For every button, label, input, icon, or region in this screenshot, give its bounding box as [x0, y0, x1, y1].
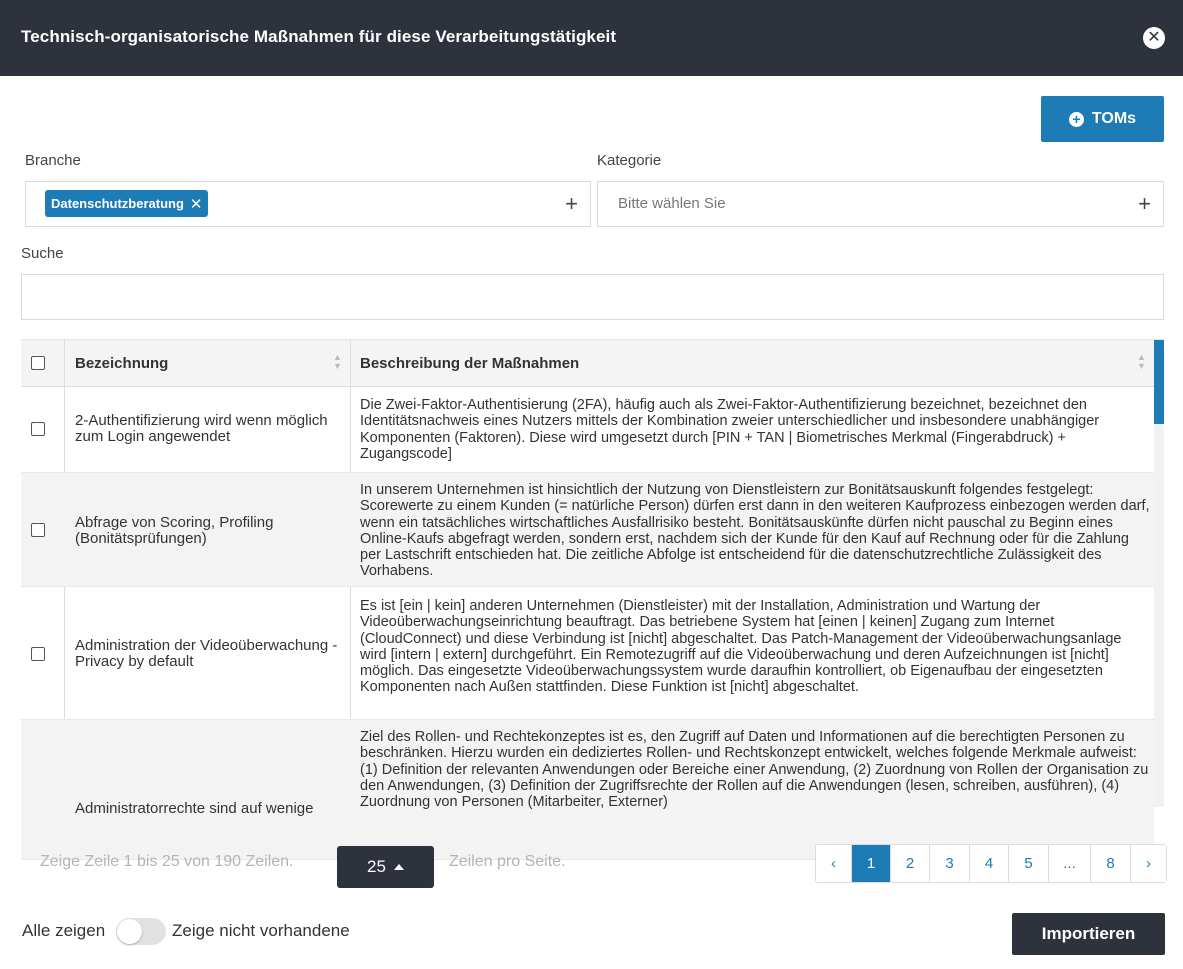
- pagination-info: Zeige Zeile 1 bis 25 von 190 Zeilen.: [40, 853, 294, 870]
- search-label: Suche: [21, 245, 64, 262]
- page-prev-button[interactable]: ‹: [816, 845, 852, 882]
- page-button-3[interactable]: 3: [930, 845, 970, 882]
- per-page-value: 25: [367, 857, 386, 876]
- sort-icon[interactable]: ▲ ▼: [1137, 352, 1146, 371]
- close-icon[interactable]: ✕: [1143, 27, 1165, 49]
- branche-chip: [45, 190, 208, 217]
- row-description: Es ist [ein | kein] anderen Unternehmen (Dienstleister) mit der Installation, Administration und Wartung der Videoüberwachungseinrichtung beauftragt. Das betriebene System hat [einen | keinen] Zugang zum Internet (CloudConnect) und diese Verbindung ist [nicht] abgeschaltet. Das Patch-Management der Videoüberwachungsanlage wird [intern | extern] durchgeführt. Ein Remotezugriff auf die Videoüberwachung und deren Aufzeichnungen ist [nicht] möglich. Das eingesetzte Videoüberwachungssystem wurde daraufhin kontrolliert, ob Eigenaufbau der eingesetzten Komponenten nach Außen stattfinden. Diese Funktion ist [nicht] abgeschaltet.: [360, 598, 1122, 696]
- row-checkbox[interactable]: [31, 647, 45, 661]
- page-button-8[interactable]: 8: [1091, 845, 1131, 882]
- scrollbar-thumb[interactable]: [1154, 340, 1164, 424]
- page-ellipsis: ...: [1049, 845, 1091, 882]
- branche-select[interactable]: [25, 181, 591, 227]
- table-row[interactable]: [21, 473, 1154, 587]
- add-toms-label: TOMs: [1091, 110, 1137, 127]
- table-row[interactable]: [21, 587, 1154, 720]
- caret-up-icon: [394, 864, 404, 870]
- row-description: Ziel des Rollen- und Rechtekonzeptes ist es, den Zugriff auf Daten und Informationen auf die berechtigten Personen zu beschränken. Hierzu wurden ein dediziertes Rollen- und Rechtskonzept entwickelt, welches folgende Merkmale aufweist: (1) Definition der relevanten Anwendungen oder Bereiche einer Anwendung, (2) Zuordnung von Rollen der Organisation zu den Anwendungen, (3) Definition der Zugriffsrechte der Rollen auf die Anwendungen (lesen, schreiben, ausführen), (4) Zuordnung von Personen (Mitarbeiter, Externer): [360, 729, 1149, 811]
- select-all-checkbox[interactable]: [31, 356, 45, 370]
- plus-circle-icon: +: [1069, 112, 1084, 127]
- per-page-dropdown[interactable]: [337, 846, 434, 888]
- row-name: Abfrage von Scoring, Profiling (Bonitätsprüfungen): [75, 514, 274, 547]
- branche-chip-label: Datenschutzberatung: [51, 196, 184, 211]
- row-checkbox[interactable]: [31, 422, 45, 436]
- search-input[interactable]: [21, 274, 1164, 320]
- toggle-left-label: Alle zeigen: [22, 921, 106, 940]
- table-row[interactable]: [21, 387, 1154, 473]
- column-header-bezeichnung[interactable]: Bezeichnung: [75, 355, 169, 372]
- page-next-button[interactable]: ›: [1131, 845, 1166, 882]
- pagination: [815, 844, 1167, 883]
- row-name: Administration der Videoüberwachung - Privacy by default: [75, 637, 338, 670]
- show-missing-toggle[interactable]: [116, 918, 166, 945]
- row-description: Die Zwei-Faktor-Authentisierung (2FA), häufig auch als Zwei-Faktor-Authentifizierung bezeichnet, bezeichnet den Identitätsnachweis eines Nutzers mittels der Kombination zweier unterschiedlicher und insbesondere unabhängiger Komponenten (Faktoren). Diese wird umgesetzt durch [PIN + TAN | Biometrisches Merkmal (Fingerabdruck) + Zugangscode]: [360, 397, 1100, 462]
- sort-icon[interactable]: ▲ ▼: [333, 352, 342, 371]
- table-header: [21, 340, 1154, 387]
- page-button-4[interactable]: 4: [970, 845, 1009, 882]
- row-name: Administratorrechte sind auf wenige: [75, 800, 314, 817]
- row-name: 2-Authentifizierung wird wenn möglich zum Login angewendet: [75, 412, 328, 445]
- remove-chip-icon[interactable]: ✕: [189, 195, 203, 213]
- toggle-knob: [117, 919, 142, 944]
- branche-label: Branche: [25, 152, 81, 169]
- row-description: In unserem Unternehmen ist hinsichtlich der Nutzung von Dienstleistern zur Bonitätsauskunft folgendes festgelegt: Scorewerte zu einem Kunden (= natürliche Person) dürfen erst dann in den weiteren Kaufprozess einbezogen werden darf, wenn ein tatsächliches wirtschaftliches Ausfallrisiko besteht. Bonitätsauskünfte dürfen nicht pauschal zu Beginn eines Online-Kaufs abgefragt werden, sondern erst, nachdem sich der Kunde für den Kauf auf Rechnung oder für die Zahlung per Lastschrift entschieden hat. Die zeitliche Abfolge ist entscheidend für die datenschutzrechtliche Zulässigkeit des Vorhabens.: [360, 482, 1150, 580]
- dialog-header: [0, 0, 1183, 76]
- column-header-beschreibung[interactable]: Beschreibung der Maßnahmen: [360, 355, 580, 372]
- page-button-1[interactable]: 1: [852, 845, 891, 882]
- page-button-5[interactable]: 5: [1009, 845, 1049, 882]
- kategorie-placeholder: Bitte wählen Sie: [618, 195, 726, 212]
- toms-table: [21, 339, 1164, 817]
- add-toms-button[interactable]: [1041, 96, 1164, 142]
- kategorie-select[interactable]: [597, 181, 1164, 227]
- row-checkbox[interactable]: [31, 523, 45, 537]
- kategorie-label: Kategorie: [597, 152, 662, 169]
- plus-icon[interactable]: +: [1138, 191, 1151, 216]
- dialog-title: Technisch-organisatorische Maßnahmen für diese Verarbeitungstätigkeit: [21, 27, 617, 46]
- table-row[interactable]: [21, 720, 1154, 860]
- import-button[interactable]: Importieren: [1012, 913, 1165, 955]
- plus-icon[interactable]: +: [565, 191, 578, 216]
- toggle-right-label: Zeige nicht vorhandene: [172, 921, 350, 940]
- table-scrollbar[interactable]: [1154, 340, 1164, 807]
- per-page-suffix: Zeilen pro Seite.: [449, 853, 566, 870]
- page-button-2[interactable]: 2: [891, 845, 930, 882]
